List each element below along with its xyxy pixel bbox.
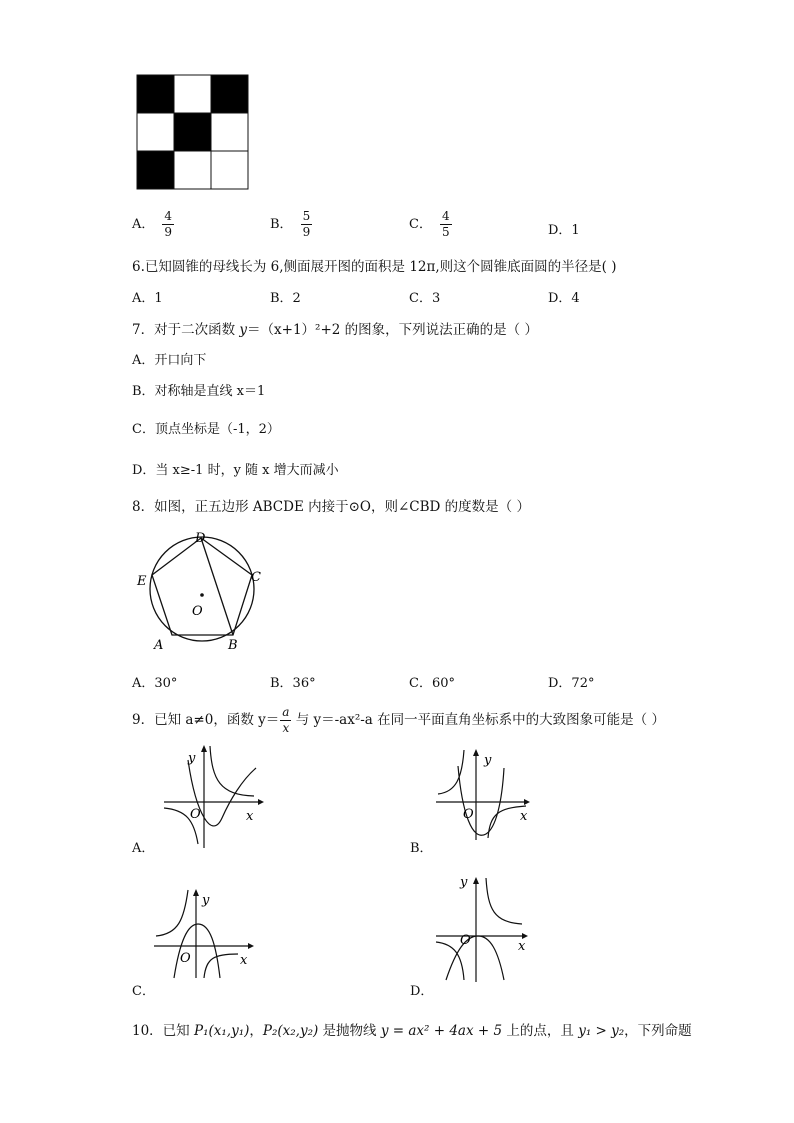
q9-graph-c[interactable] — [152, 880, 262, 980]
q9-graph-b[interactable] — [432, 742, 542, 842]
denominator: x — [282, 721, 290, 736]
fraction — [440, 210, 452, 239]
x-label: x — [246, 809, 254, 824]
q9-option-b[interactable]: B． — [410, 841, 433, 856]
q10-point-p1: P₁(x₁,y₁) — [193, 1023, 250, 1039]
q7-option-b[interactable]: B．对称轴是直线 x＝1 — [132, 384, 266, 399]
q10-condition: y₁ > y₂ — [578, 1023, 625, 1039]
circle-o — [150, 537, 254, 641]
q9-stem-a: 9．已知 a≠0，函数 y＝ — [132, 712, 280, 729]
q5-option-b[interactable] — [270, 210, 312, 239]
grid-cell — [211, 151, 248, 189]
center-point — [200, 593, 204, 597]
q7-stem-a: 7．对于二次函数 — [132, 322, 240, 338]
option-label: C． — [409, 217, 432, 233]
y-label: y — [202, 893, 210, 908]
q5-option-d[interactable]: D．1 — [548, 223, 580, 238]
x-arrow — [524, 799, 530, 805]
denominator: 5 — [441, 225, 450, 240]
q8-option-c[interactable]: C．60° — [409, 676, 455, 691]
q8-option-d[interactable]: D．72° — [548, 676, 595, 691]
option-label: B． — [270, 217, 293, 233]
origin-label: O — [180, 951, 191, 966]
q7-option-d[interactable]: D．当 x≥-1 时，y 随 x 增大而减小 — [132, 463, 339, 478]
q9-stem-b: 与 y＝-ax²-a 在同一平面直角坐标系中的大致图象可能是（ ） — [291, 712, 665, 729]
grid-cell — [174, 113, 211, 151]
grid-cell — [137, 113, 174, 151]
q6-option-d[interactable]: D．4 — [548, 291, 580, 306]
q7-option-c[interactable]: C．顶点坐标是（-1，2） — [132, 422, 280, 437]
q10-equation: y = ax² + 4ax + 5 — [380, 1023, 503, 1039]
origin-label: O — [463, 807, 474, 822]
q9-option-d[interactable]: D． — [410, 984, 434, 999]
label-e: E — [137, 574, 147, 589]
label-b: B — [228, 638, 238, 653]
q10-stem-c: 上的点，且 — [502, 1023, 579, 1039]
label-c: C — [251, 570, 261, 585]
grid-cell — [174, 151, 211, 189]
q6-stem: 6.已知圆锥的母线长为 6,侧面展开图的面积是 12π,则这个圆锥底面圆的半径是( ) — [132, 259, 617, 275]
y-label: y — [484, 753, 492, 768]
q10-stem — [132, 1019, 692, 1039]
hyperbola-branch-1 — [210, 746, 254, 796]
q5-grid-figure — [136, 74, 250, 190]
x-label: x — [240, 953, 248, 968]
label-a: A — [154, 638, 164, 653]
grid-cell — [137, 75, 174, 113]
fraction — [162, 210, 174, 239]
grid-cell — [174, 75, 211, 113]
fraction — [280, 706, 291, 735]
q10-stem-d: ，下列命题 — [624, 1023, 692, 1039]
denominator: 9 — [164, 225, 173, 240]
y-arrow — [201, 745, 207, 752]
numerator: a — [280, 706, 291, 721]
q8-option-b[interactable]: B．36° — [270, 676, 316, 691]
q9-option-a[interactable]: A． — [132, 841, 155, 856]
hyperbola-branch-1 — [486, 878, 522, 924]
q9-graph-d[interactable] — [432, 870, 542, 985]
origin-label: O — [460, 933, 471, 948]
numerator: 4 — [162, 210, 174, 225]
q5-option-a[interactable] — [132, 210, 174, 239]
q9-option-c[interactable]: C． — [132, 984, 155, 999]
segment-bd — [201, 538, 233, 635]
q7-option-a[interactable]: A．开口向下 — [132, 353, 207, 368]
pentagon-abcde — [152, 538, 252, 635]
grid-cell — [137, 151, 174, 189]
numerator: 5 — [301, 210, 313, 225]
hyperbola-branch-2 — [204, 954, 238, 978]
hyperbola-branch-1 — [156, 890, 188, 936]
q6-option-b[interactable]: B．2 — [270, 291, 301, 306]
y-label: y — [460, 875, 468, 890]
y-arrow — [473, 749, 479, 756]
q10-stem-b: 是抛物线 — [318, 1023, 381, 1039]
q8-option-a[interactable]: A．30° — [132, 676, 178, 691]
q6-option-c[interactable]: C．3 — [409, 291, 441, 306]
q10-point-p2: P₂(x₂,y₂) — [262, 1023, 319, 1039]
x-arrow — [258, 799, 264, 805]
q10-sep: ， — [249, 1023, 263, 1039]
fraction — [301, 210, 313, 239]
label-d: D — [195, 531, 206, 546]
y-arrow — [193, 889, 199, 896]
x-label: x — [518, 939, 526, 954]
y-arrow — [473, 877, 479, 884]
parabola — [446, 936, 504, 980]
label-o: O — [192, 604, 203, 619]
q6-option-a[interactable]: A．1 — [132, 291, 163, 306]
x-label: x — [520, 809, 528, 824]
option-label: A． — [132, 217, 155, 233]
q5-option-c[interactable] — [409, 210, 452, 239]
q10-stem-a: 10．已知 — [132, 1023, 194, 1039]
parabola — [458, 766, 504, 835]
q9-graph-a[interactable] — [160, 740, 270, 850]
grid-cell — [211, 113, 248, 151]
q9-stem — [132, 706, 665, 735]
origin-label: O — [190, 807, 201, 822]
x-arrow — [248, 943, 254, 949]
q7-stem-c: ＝（x+1）²+2 的图象，下列说法正确的是（ ） — [247, 322, 538, 338]
q7-stem — [132, 318, 538, 338]
grid-cell — [211, 75, 248, 113]
y-label: y — [188, 751, 196, 766]
q8-pentagon-figure — [130, 525, 275, 655]
q7-stem-var: y — [239, 322, 248, 338]
numerator: 4 — [440, 210, 452, 225]
denominator: 9 — [302, 225, 311, 240]
q8-stem: 8．如图，正五边形 ABCDE 内接于⊙O，则∠CBD 的度数是（ ） — [132, 499, 530, 515]
